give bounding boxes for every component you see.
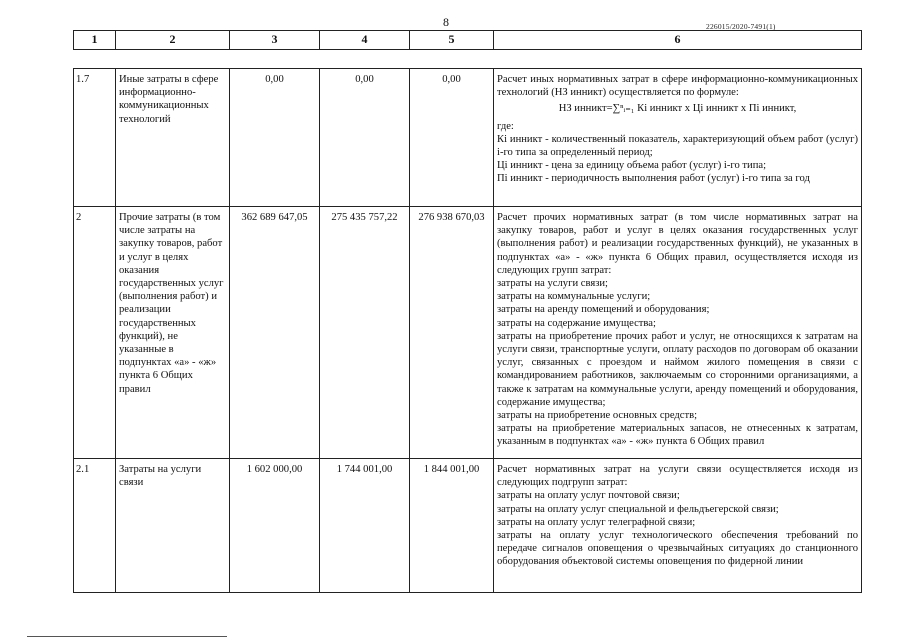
description-line: затраты на приобретение материальных запасов, не отнесенных к затратам, указанным в подпунктах «а» - «ж» пункта 6 Общих правил — [497, 423, 858, 448]
row-code: 2.1 — [74, 459, 116, 593]
header-col-2: 2 — [116, 31, 230, 50]
scan-artifact-line — [27, 636, 227, 637]
row-code: 1.7 — [74, 69, 116, 207]
description-line: Расчет иных нормативных затрат в сфере информационно-коммуникационных технологий (НЗ инникт) осуществляется по формуле: — [497, 74, 858, 99]
row-value-1: 362 689 647,05 — [230, 207, 320, 459]
formula: НЗ инникт=∑ⁿᵢ₌₁ Кi инникт х Цi инникт х Пi инникт, — [558, 103, 797, 115]
header-table — [73, 30, 862, 50]
costs-table — [73, 68, 862, 593]
description-line: затраты на оплату услуг специальной и фельдъегерской связи; — [497, 503, 779, 515]
row-name: Прочие затраты (в том числе затраты на закупку товаров, работ и услуг в целях оказания государственных услуг (выполнения работ) и реализации государственных функций), не указанные в подпунктах «а» - «ж» пункта 6 Общих правил — [116, 207, 230, 459]
row-description — [494, 459, 862, 593]
row-value-1: 1 602 000,00 — [230, 459, 320, 593]
header-col-5: 5 — [410, 31, 494, 50]
row-value-3: 0,00 — [410, 69, 494, 207]
table-row — [74, 69, 862, 207]
row-value-2: 0,00 — [320, 69, 410, 207]
document-id: 226015/2020-7491(1) — [706, 22, 776, 31]
row-description — [494, 207, 862, 459]
description-line: затраты на оплату услуг почтовой связи; — [497, 490, 680, 502]
row-code: 2 — [74, 207, 116, 459]
description-line: затраты на оплату услуг технологического обеспечения требований по передаче сигналов оповещения о чрезвычайных ситуациях до станционного оборудования объектовой системы оповещения по фидерной линии — [497, 530, 858, 568]
row-value-2: 275 435 757,22 — [320, 207, 410, 459]
description-line: затраты на приобретение прочих работ и услуг, не относящихся к затратам на услуги связи, транспортные услуги, оплату расходов по договорам об оказании услуг, связанных с проездом и наймом жилого помещения в связи с командированием работников, заключаемым со сторонними организациями, а также к затратам на коммунальные услуги, аренду помещений и оборудования, содержание имущества; — [497, 330, 858, 408]
header-col-4: 4 — [320, 31, 410, 50]
row-value-2: 1 744 001,00 — [320, 459, 410, 593]
description-line: затраты на приобретение основных средств; — [497, 410, 698, 422]
description-line: затраты на оплату услуг телеграфной связи; — [497, 516, 696, 528]
row-name: Затраты на услуги связи — [116, 459, 230, 593]
row-value-3: 1 844 001,00 — [410, 459, 494, 593]
table-row — [74, 459, 862, 593]
row-name: Иные затраты в сфере информационно-коммуникационных технологий — [116, 69, 230, 207]
description-line: затраты на аренду помещений и оборудования; — [497, 304, 710, 316]
table-row — [74, 207, 862, 459]
description-line: Пi инникт - периодичность выполнения работ (услуг) i-го типа за год — [497, 173, 810, 185]
description-line: Кi инникт - количественный показатель, характеризующий объем работ (услуг) i-го типа за определенный период; — [497, 133, 858, 159]
row-value-1: 0,00 — [230, 69, 320, 207]
description-line: затраты на коммунальные услуги; — [497, 291, 651, 303]
description-line: затраты на услуги связи; — [497, 278, 608, 290]
description-line: Расчет прочих нормативных затрат (в том числе нормативных затрат на закупку товаров, работ и услуг в целях оказания государственных услуг (выполнения работ) и реализации государственных функций), не указанных в подпунктах «а» - «ж» пункта 6 Общих правил, осуществляется исходя из следующих групп затрат: — [497, 212, 858, 276]
description-line: где: — [497, 120, 514, 132]
header-col-1: 1 — [74, 31, 116, 50]
header-col-6: 6 — [494, 31, 862, 50]
description-line: затраты на содержание имущества; — [497, 317, 656, 329]
row-value-3: 276 938 670,03 — [410, 207, 494, 459]
row-description — [494, 69, 862, 207]
description-line: Расчет нормативных затрат на услуги связи осуществляется исходя из следующих подгрупп затрат: — [497, 464, 858, 489]
header-row — [74, 31, 862, 50]
header-col-3: 3 — [230, 31, 320, 50]
description-line: Цi инникт - цена за единицу объема работ (услуг) i-го типа; — [497, 160, 767, 172]
page-number: 8 — [443, 15, 449, 29]
